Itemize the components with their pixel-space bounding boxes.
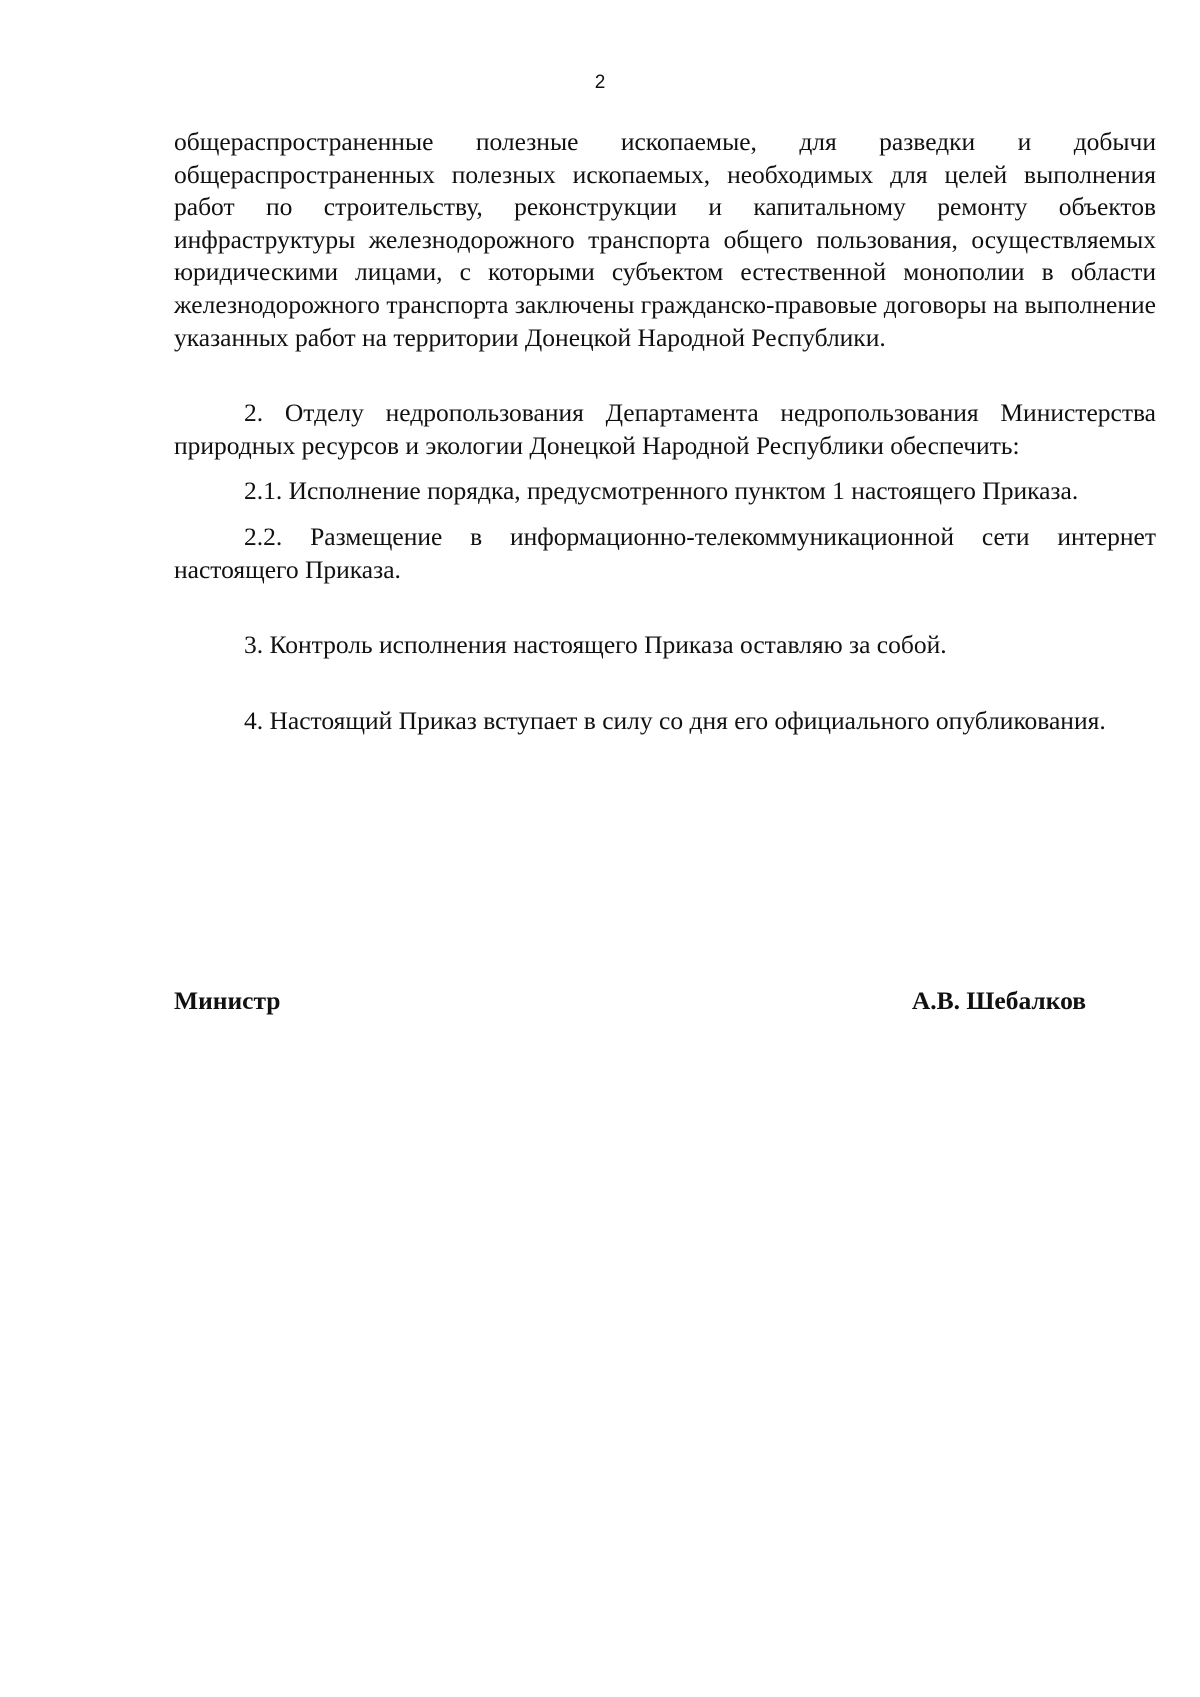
paragraph-continuation: общераспространенные полезные ископаемые, для разведки и добычи общераспространенных полезных ископаемых, необходимых для целей выполнения работ по строительству, реконструкции и капитальному ремонту объектов инфраструктуры железнодорожного транспорта общего пользования, осуществляемых юридическими лицами, с которыми субъектом естественной монополии в области железнодорожного транспорта заключены гражданско-правовые договоры на выполнение указанных работ на территории Донецкой Народной Республики. bbox=[174, 127, 1156, 352]
paragraph-item-4: 4. Настоящий Приказ вступает в силу со дня его официального опубликования. bbox=[244, 705, 1106, 735]
paragraph-item-3: 3. Контроль исполнения настоящего Приказа оставляю за собой. bbox=[244, 630, 947, 660]
paragraph-item-2-1: 2.1. Исполнение порядка, предусмотренного пунктом 1 настоящего Приказа. bbox=[244, 476, 1079, 506]
signatory-name: А.В. Шебалков bbox=[911, 986, 1086, 1015]
paragraph-item-2-2: 2.2. Размещение в информационно-телекоммуникационной сети интернет настоящего Приказа. bbox=[174, 521, 1156, 584]
signatory-position: Министр bbox=[174, 986, 281, 1015]
page-number: 2 bbox=[594, 72, 606, 93]
signature-block bbox=[174, 986, 1086, 1016]
document-body bbox=[174, 126, 1156, 737]
paragraph-item-2: 2. Отделу недропользования Департамента недропользования Министерства природных ресурсов и экологии Донецкой Народной Республики обеспечить: bbox=[174, 398, 1156, 460]
